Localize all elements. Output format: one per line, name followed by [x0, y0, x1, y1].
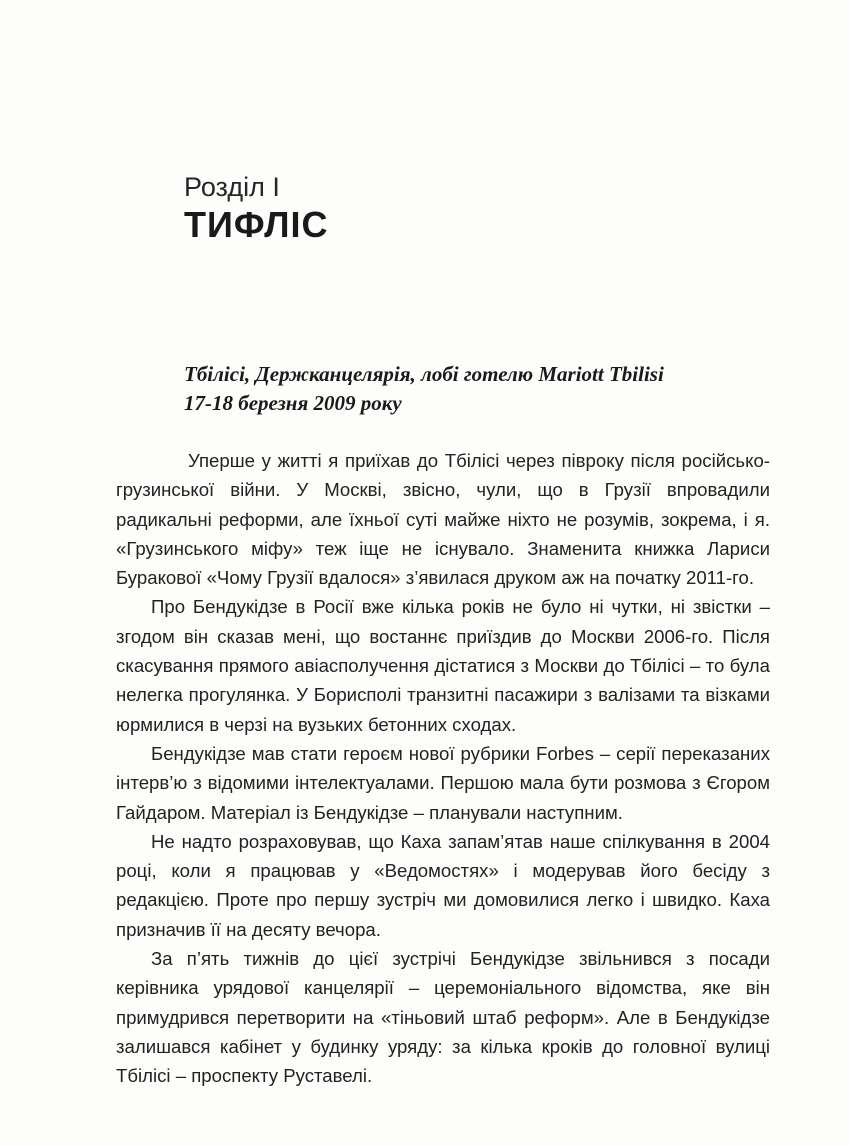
body-text — [116, 446, 770, 1091]
chapter-title: ТИФЛІС — [184, 204, 329, 245]
paragraph: Уперше у житті я приїхав до Тбілісі через півроку після російсько-грузинської війни. У Москві, звісно, чули, що в Грузії впровадили радикальні реформи, але їхньої суті майже ніхто не розумів, зокрема, і я. «Грузинського міфу» теж іще не існувало. Знаменита книжка Лариси Буракової «Чому Грузії вдалося» з’явилася друком аж на початку 2011-го. — [116, 450, 770, 589]
paragraph: Бендукідзе мав стати героєм нової рубрики Forbes – серії переказаних інтерв’ю з відомими інтелектуалами. Першою мала бути розмова з Єгором Гайдаром. Матеріал із Бендукідзе – планували наступним. — [116, 742, 770, 823]
chapter-label: Розділ І — [184, 172, 280, 202]
paragraph: Про Бендукідзе в Росії вже кілька років не було ні чутки, ні звістки – згодом він сказав мені, що востаннє приїздив до Москви 2006-го. Після скасування прямого авіасполучення дістатися з Москви до Тбілісі – то була нелегка прогулянка. У Борисполі транзитні пасажири з валізами та візками юрмилися в черзі на вузьких бетонних сходах. — [116, 596, 770, 735]
paragraph: За п’ять тижнів до цієї зустрічі Бендукідзе звільнився з посади керівника урядової канцелярії – церемоніального відомства, яке він примудрився перетворити на «тіньовий штаб реформ». Але в Бендукідзе залишався кабінет у будинку уряду: за кілька кроків до головної вулиці Тбілісі – проспекту Руставелі. — [116, 948, 770, 1087]
paragraph: Не надто розраховував, що Каха запам’ятав наше спілкування в 2004 році, коли я працював у «Ведомостях» і модерував його бесіду з редакцією. Проте про першу зустріч ми домовилися легко і швидко. Каха призначив її на десяту вечора. — [116, 830, 770, 940]
epigraph — [184, 360, 744, 418]
epigraph-date: 17-18 березня 2009 року — [184, 391, 402, 415]
epigraph-place: Тбілісі, Держканцелярія, лобі готелю Mariott Tbilisi — [184, 362, 664, 386]
